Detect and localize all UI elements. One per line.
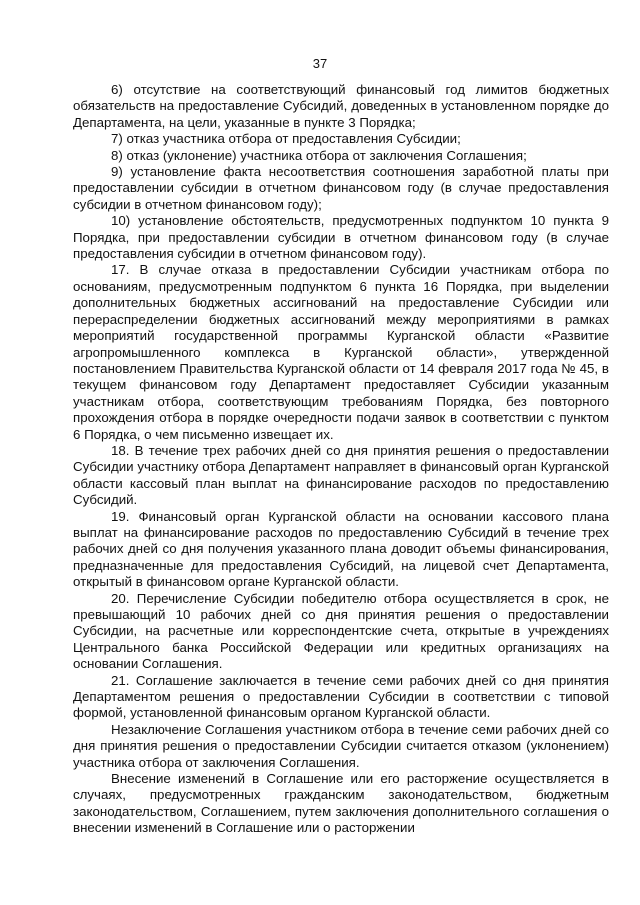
paragraph-item-9: 9) установление факта несоответствия соотношения заработной платы при предоставлении субсидии в отчетном финансовом году (в случае предоставления субсидии в отчетном финансовом году);	[73, 164, 609, 212]
paragraph-clause-18: 18. В течение трех рабочих дней со дня принятия решения о предоставлении Субсидии участнику отбора Департамент направляет в финансовый орган Курганской области кассовый план выплат на финансирование расходов по предоставлению Субсидий.	[73, 442, 609, 508]
page-number: 37	[312, 56, 328, 71]
paragraph-clause-17: 17. В случае отказа в предоставлении Субсидии участникам отбора по основаниям, предусмотренным подпунктом 6 пункта 16 Порядка, при выделении дополнительных бюджетных ассигнований на предоставление Субсидии или перераспределении бюджетных ассигнований между мероприятиями в рамках мероприятий государственной программы Курганской области «Развитие агропромышленного комплекса в Курганской области», утвержденной постановлением Правительства Курганской области от 14 февраля 2017 года № 45, в текущем финансовом году Департамент предоставляет Субсидии указанным участникам отбора, соответствующим требованиям Порядка, без повторного прохождения отбора в порядке очередности подачи заявок в соответствии с пунктом 6 Порядка, о чем письменно извещает их.	[73, 262, 609, 442]
paragraph-item-8: 8) отказ (уклонение) участника отбора от заключения Соглашения;	[111, 147, 527, 163]
paragraph-item-10: 10) установление обстоятельств, предусмотренных подпунктом 10 пункта 9 Порядка, при предоставлении субсидии в отчетном финансовом году (в случае предоставления субсидии в отчетном финансовом году).	[73, 213, 609, 262]
paragraph-amendments: Внесение изменений в Соглашение или его расторжение осуществляется в случаях, предусмотренных гражданским законодательством, бюджетным законодательством, Соглашением, путем заключения дополнительного соглашения о внесении изменений в Соглашение или о расторжении	[73, 771, 609, 836]
paragraph-clause-20: 20. Перечисление Субсидии победителю отбора осуществляется в срок, не превышающий 10 рабочих дней со дня принятия решения о предоставлении Субсидии, на расчетные или корреспондентские счета, открытые в учреждениях Центрального банка Российской Федерации или кредитных организациях на основании Соглашения.	[73, 590, 609, 672]
document-body	[73, 82, 609, 837]
paragraph-item-6: 6) отсутствие на соответствующий финансовый год лимитов бюджетных обязательств на предоставление Субсидий, доведенных в установленном порядке до Департамента, на цели, указанные в пункте 3 Порядка;	[73, 82, 609, 130]
paragraph-clause-21: 21. Соглашение заключается в течение семи рабочих дней со дня принятия Департаментом решения о предоставлении Субсидии в соответствии с типовой формой, установленной финансовым органом Курганской области.	[73, 672, 609, 721]
paragraph-clause-19: 19. Финансовый орган Курганской области на основании кассового плана выплат на финансирование расходов по предоставлению Субсидий в течение трех рабочих дней со дня получения указанного плана доводит объемы финансирования, предназначенные для предоставления Субсидий, на лицевой счет Департамента, открытый в финансовом органе Курганской области.	[73, 508, 609, 590]
paragraph-item-7: 7) отказ участника отбора от предоставления Субсидии;	[111, 131, 461, 147]
paragraph-non-conclusion: Незаключение Соглашения участником отбора в течение семи рабочих дней со дня принятия решения о предоставлении Субсидии считается отказом (уклонением) участника отбора от заключения Соглашения.	[73, 721, 609, 770]
